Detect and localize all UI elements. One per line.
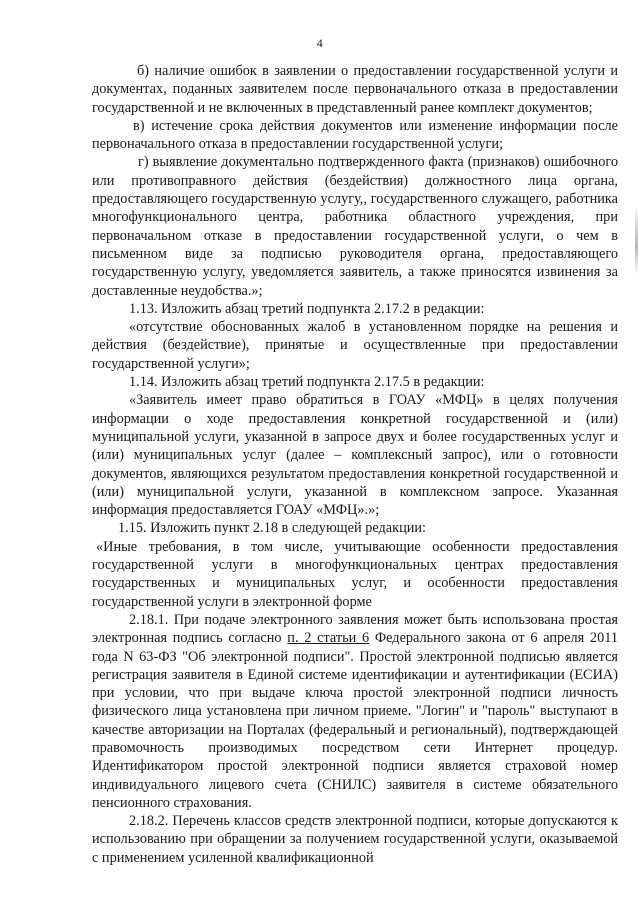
paragraph-1-14-quote: «Заявитель имеет право обратиться в ГОАУ «МФЦ» в целях получения информации о ходе предоставления конкретной государственной и (или) муниципальной услуги, указанной в запросе двух и более государственных услуг и (или) муниципальных услуг (далее – комплексный запрос), или о готовности документов, являющихся результатом предоставления конкретной государственной и (или) муниципальной услуги, указанной в комплексном запросе. Указанная информация предоставляется ГОАУ «МФЦ».»; <box>92 392 618 519</box>
page-number: 4 <box>316 36 324 50</box>
paragraph-1-14: 1.14. Изложить абзац третий подпункта 2.17.5 в редакции: <box>129 374 485 391</box>
law-reference-link[interactable]: п. 2 статьи 6 <box>287 630 370 647</box>
paragraph-item-g: г) выявление документально подтвержденного факта (признаков) ошибочного или противоправного действия (бездействия) должностного лица органа, предоставляющего государственную услугу,, государственного служащего, работника многофункционального центра, работника областного учреждения, при первоначальном отказе в предоставлении государственной услуги, о чем в письменном виде за подписью руководителя органа, предоставляющего государственную услугу, уведомляется заявитель, а также приносятся извинения за доставленные неудобства.»; <box>92 154 618 299</box>
paragraph-item-b: б) наличие ошибок в заявлении о предоставлении государственной услуги и документах, поданных заявителем после первоначального отказа в предоставлении государственной и не включенных в представленный ранее комплект документов; <box>92 63 618 116</box>
paragraph-2-18-1-rest: Федерального закона от 6 апреля 2011 года N 63-ФЗ "Об электронной подписи". Простой электронной подписью является регистрация заявителя в Единой системе идентификации и аутентификации (ЕСИА) при условии, что при выдаче ключа простой электронной подписи личность физического лица установлена при личном приеме. "Логин" и "пароль" выступают в качестве авторизации на Порталах (федеральный и региональный), подтверждающей правомочность производимых посредством сети Интернет процедур. Идентификатором простой электронной подписи является страховой номер индивидуального лицевого счета (СНИЛС) заявителя в системе обязательного пенсионного страхования. <box>92 630 618 811</box>
paragraph-2-18-2: 2.18.2. Перечень классов средств электронной подписи, которые допускаются к использованию при обращении за получением государственной услуги, оказываемой с применением усиленной квалификационной <box>92 813 618 866</box>
document-body <box>92 62 618 867</box>
paragraph-1-13: 1.13. Изложить абзац третий подпункта 2.17.2 в редакции: <box>129 300 485 317</box>
paragraph-2-18-1 <box>92 611 618 812</box>
paragraph-1-15: 1.15. Изложить пункт 2.18 в следующей редакции: <box>118 520 427 537</box>
paragraph-1-13-quote: «отсутствие обоснованных жалоб в установленном порядке на решения и действия (бездействие), принятые и осуществленные при предоставлении государственной услуги»; <box>92 319 618 372</box>
paragraph-item-v: в) истечение срока действия документов или изменение информации после первоначального отказа в предоставлении государственной услуги; <box>92 117 618 153</box>
paragraph-1-15-quote: «Иные требования, в том числе, учитывающие особенности предоставления государственной услуги в многофункциональных центрах предоставления государственных и муниципальных услуг, и особенности предоставления государственной услуги в электронной форме <box>92 538 618 610</box>
paragraph-2-18-1-start: 2.18.1. При подаче электронного заявления может быть использована простая электронная подпись согласно <box>92 611 618 647</box>
scan-edge-mark <box>635 205 638 275</box>
